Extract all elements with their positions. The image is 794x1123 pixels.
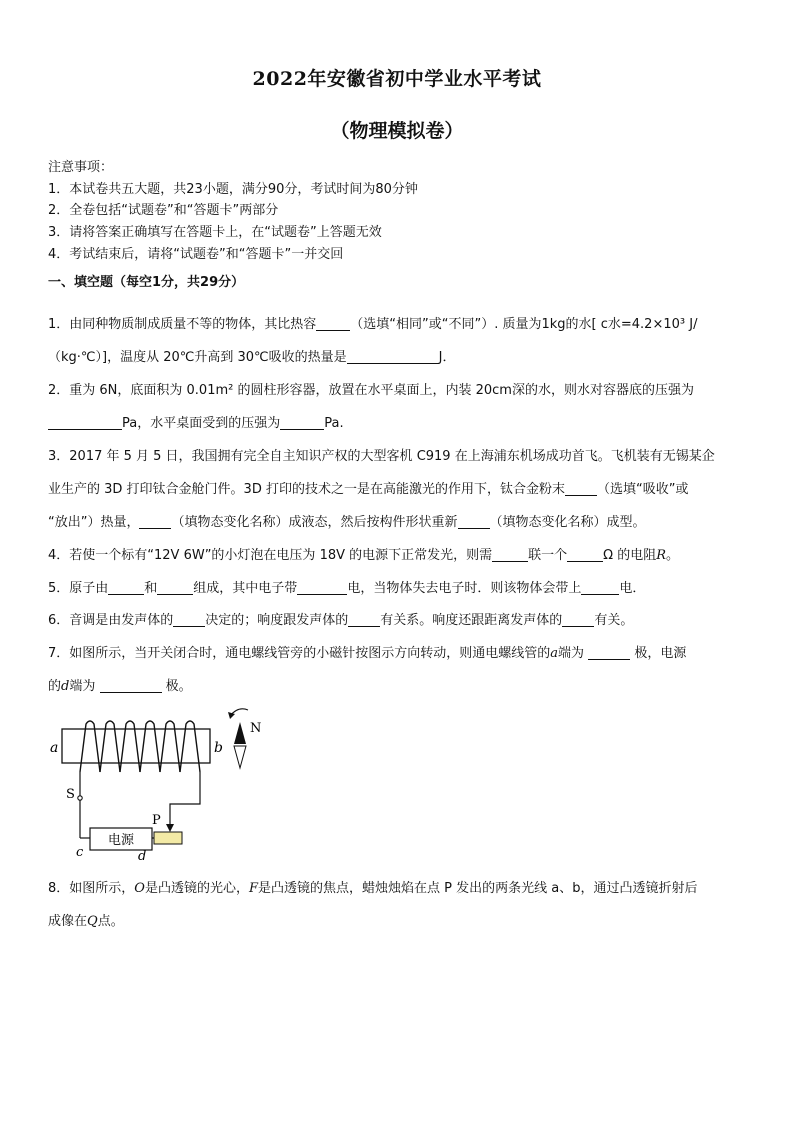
notes-item-1: 1．本试卷共五大题，共23小题，满分90分，考试时间为80分钟 — [48, 182, 418, 197]
q3-text-a: 3．2017 年 5 月 5 日，我国拥有完全自主知识产权的大型客机 C919 在上海浦东机场成功首飞。飞机装有无锡某企 — [48, 449, 715, 464]
question-8 — [48, 872, 753, 938]
q6-blank-2[interactable] — [348, 612, 380, 627]
q1-text-b: （选填“相同”或“不同”）. 质量为1kg的水[ c水=4.2×10³ J/ — [350, 317, 698, 332]
q5-blank-2[interactable] — [157, 580, 193, 595]
q5-text-a: 5．原子由 — [48, 581, 109, 596]
q8-text-f: 成像在 — [48, 914, 88, 929]
label-b: b — [214, 740, 223, 756]
q4-symbol-r: R — [656, 548, 667, 563]
q1-text-d: J． — [438, 350, 456, 365]
q2-blank-1[interactable] — [48, 415, 122, 430]
q5-text-b: 和 — [144, 581, 158, 596]
q8-text-h: 点。 — [97, 914, 124, 929]
exam-title: 2022年安徽省初中学业水平考试 — [252, 68, 542, 90]
q4-text-e: 。 — [666, 548, 680, 563]
q3-text-c: （选填“吸收”或 — [596, 482, 689, 497]
label-n: N — [250, 721, 262, 736]
q2-text-b: Pa，水平桌面受到的压强为 — [122, 416, 281, 431]
notes-item-3: 3．请将答案正确填写在答题卡上，在“试题卷”上答题无效 — [48, 225, 382, 240]
q1-blank-2[interactable] — [347, 349, 439, 364]
q4-text-b: 联一个 — [528, 548, 568, 563]
q8-text-a: 8．如图所示， — [48, 881, 135, 896]
q7-text-a: 7．如图所示，当开关闭合时，通电螺线管旁的小磁针按图示方向转动，则通电螺线管的 — [48, 646, 551, 661]
q7-blank-2[interactable] — [100, 678, 162, 693]
q6-text-a: 6．音调是由发声体的 — [48, 613, 174, 628]
q4-text-c: Ω 的电阻 — [603, 548, 657, 563]
q6-blank-3[interactable] — [562, 612, 594, 627]
q4-text-a: 4．若使一个标有“12V 6W”的小灯泡在电压为 18V 的电源下正常发光，则需 — [48, 548, 493, 563]
question-3 — [48, 440, 753, 539]
notes-item-4: 4．考试结束后，请将“试题卷”和“答题卡”一并交回 — [48, 247, 344, 262]
label-d: d — [138, 849, 147, 862]
q7-text-e: 的 — [48, 679, 62, 694]
compass-needle-north-icon — [234, 722, 246, 744]
question-4 — [48, 539, 753, 572]
label-p: P — [152, 813, 161, 828]
compass-needle-south-icon — [234, 746, 246, 768]
q7-symbol-a: a — [550, 646, 559, 661]
q4-blank-1[interactable] — [492, 547, 528, 562]
question-6 — [48, 604, 753, 637]
q5-blank-1[interactable] — [108, 580, 144, 595]
q3-blank-1[interactable] — [565, 481, 597, 496]
q5-text-e: 电． — [619, 581, 646, 596]
q3-text-d: “放出”）热量， — [48, 515, 140, 530]
q4-blank-2[interactable] — [567, 547, 603, 562]
notes-heading: 注意事项： — [48, 160, 114, 175]
q8-text-c: 是凸透镜的光心， — [144, 881, 249, 896]
q7-symbol-d: d — [61, 679, 70, 694]
q8-text-e: 是凸透镜的焦点，蜡烛烛焰在点 P 发出的两条光线 a、b，通过凸透镜折射后 — [258, 881, 698, 896]
q7-text-d: 极，电源 — [634, 646, 687, 661]
label-a: a — [50, 740, 59, 756]
q6-blank-1[interactable] — [173, 612, 205, 627]
exam-subtitle: （物理模拟卷） — [330, 120, 464, 142]
label-s: S — [66, 787, 75, 802]
question-2 — [48, 374, 753, 440]
q7-text-g: 端为 — [69, 679, 96, 694]
q5-blank-4[interactable] — [581, 580, 619, 595]
solenoid-circuit-figure — [44, 702, 284, 862]
question-1 — [48, 308, 753, 374]
q6-text-c: 有关系。响度还跟距离发声体的 — [380, 613, 563, 628]
q1-blank-1[interactable] — [316, 316, 350, 331]
q2-text-c: Pa. — [324, 416, 344, 431]
notes-item-2: 2．全卷包括“试题卷”和“答题卡”两部分 — [48, 203, 279, 218]
q3-text-e: （填物态变化名称）成液态，然后按构件形状重新 — [171, 515, 458, 530]
q6-text-d: 有关。 — [594, 613, 634, 628]
q6-text-b: 决定的；响度跟发声体的 — [205, 613, 349, 628]
q3-blank-2[interactable] — [139, 514, 171, 529]
q5-text-c: 组成，其中电子带 — [193, 581, 298, 596]
q5-text-d: 电，当物体失去电子时．则该物体会带上 — [347, 581, 582, 596]
label-c: c — [76, 845, 84, 860]
q3-text-b: 业生产的 3D 打印钛合金舱门件。3D 打印的技术之一是在高能激光的作用下，钛合金粉末 — [48, 482, 565, 497]
power-supply-label: 电源 — [107, 833, 135, 848]
section-heading: 一、填空题（每空1分，共29分） — [48, 275, 245, 290]
q8-symbol-q: Q — [87, 914, 98, 929]
q5-blank-3[interactable] — [297, 580, 347, 595]
question-7 — [48, 637, 753, 703]
q8-symbol-f: F — [248, 881, 258, 896]
rotation-arrowhead-icon — [228, 712, 235, 719]
rheostat — [154, 832, 182, 844]
q7-text-h: 极。 — [165, 679, 192, 694]
q2-text-a: 2．重为 6N，底面积为 0.01m² 的圆柱形容器，放置在水平桌面上，内装 20cm深的水，则水对容器底的压强为 — [48, 383, 694, 398]
wire-right — [170, 772, 200, 828]
slider-arrow-icon — [166, 824, 174, 832]
q2-blank-2[interactable] — [280, 415, 324, 430]
q7-blank-1[interactable] — [588, 645, 630, 660]
q7-text-c: 端为 — [558, 646, 585, 661]
q3-blank-3[interactable] — [458, 514, 490, 529]
switch-contact — [78, 796, 82, 800]
q3-text-f: （填物态变化名称）成型。 — [489, 515, 646, 530]
q8-symbol-o: O — [134, 881, 145, 896]
q1-text-c: （kg·℃）]，温度从 20℃升高到 30℃吸收的热量是 — [48, 350, 347, 365]
q1-text-a: 1．由同种物质制成质量不等的物体，其比热容 — [48, 317, 317, 332]
question-5 — [48, 572, 753, 605]
